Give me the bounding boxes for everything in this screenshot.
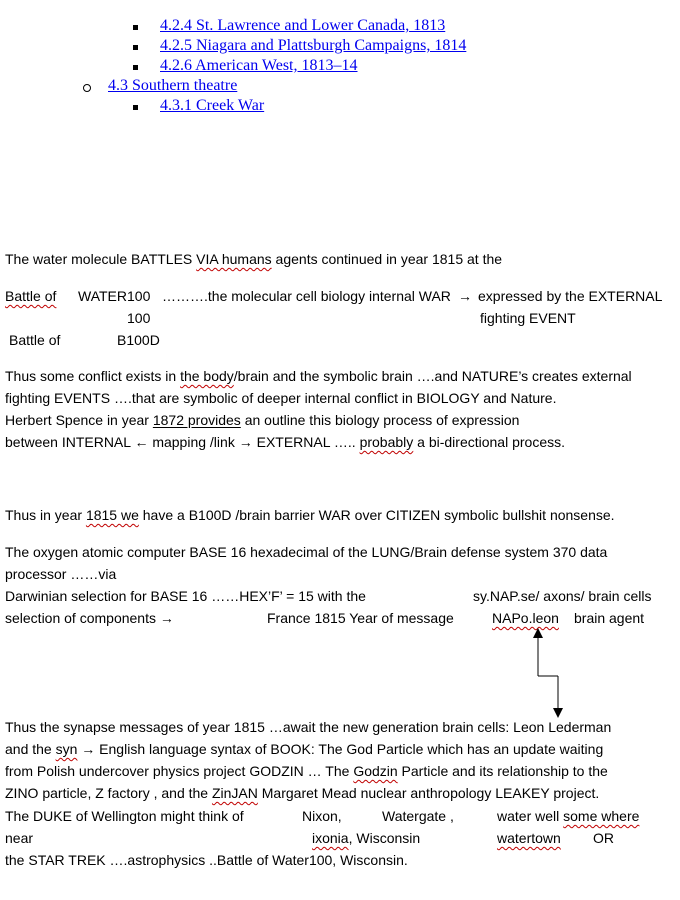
text-run: Nixon, [302, 808, 342, 824]
text-run: Margaret Mead nuclear anthropology LEAKEY project. [257, 785, 600, 801]
text-run: Thus some conflict exists in [5, 368, 181, 384]
square-bullet-icon [133, 105, 138, 110]
text-run: between INTERNAL [5, 434, 135, 450]
text-run: probably [359, 434, 414, 450]
text-run: water well [497, 808, 564, 824]
square-bullet-icon [133, 65, 138, 70]
text-run: Thus in year [5, 507, 86, 523]
text-run: English language syntax of BOOK: The God Particle which has an update waiting [95, 741, 604, 757]
text-run [312, 827, 420, 849]
text-line [5, 431, 565, 453]
arrow-left-icon: ← [134, 434, 149, 450]
text-run: 1815 we [85, 507, 139, 523]
text-run: The water molecule BATTLES [5, 251, 197, 267]
text-run: ZINO particle, Z factory , and the [5, 785, 212, 801]
text-line: The oxygen atomic computer BASE 16 hexadecimal of the LUNG/Brain defense system 370 data [5, 544, 608, 560]
text-run: ……….the molecular cell biology internal WAR [162, 288, 451, 304]
text-run [5, 607, 174, 629]
text-run: selection of components [5, 610, 160, 626]
text-line [5, 782, 599, 804]
text-line [5, 738, 603, 760]
text-run: syn [55, 741, 78, 757]
text-run: /brain and the symbolic brain ….and NATURE’s creates external [233, 368, 632, 384]
toc-link-4-2-4[interactable]: 4.2.4 St. Lawrence and Lower Canada, 1813 [160, 17, 446, 34]
text-run: VIA humans [196, 251, 272, 267]
text-run: OR [593, 830, 614, 846]
arrow-right-icon: → [238, 434, 253, 450]
text-run: EXTERNAL ….. [252, 434, 360, 450]
square-bullet-icon [133, 45, 138, 50]
text-run: Watergate , [382, 808, 454, 824]
text-line [5, 760, 608, 782]
text-run: mapping /link [148, 434, 239, 450]
text-run: from Polish undercover physics project GODZIN … The [5, 763, 354, 779]
text-run: fighting EVENT [480, 310, 576, 326]
text-run: WATER100 [78, 288, 151, 304]
paragraph-battles [5, 248, 502, 270]
text-run: Godzin [353, 763, 398, 779]
text-run: a bi-directional process. [413, 434, 566, 450]
text-run: The DUKE of Wellington might think of [5, 808, 244, 824]
paragraph-b100d-war [5, 504, 615, 526]
text-run: ixonia [312, 830, 349, 846]
text-run: near [5, 830, 34, 846]
text-run: B100D [117, 332, 160, 348]
toc-link-4-3[interactable]: 4.3 Southern theatre [108, 77, 238, 94]
text-run: some where [563, 808, 640, 824]
napoleon-text: NAPo.leon [492, 610, 559, 626]
text-run [497, 805, 639, 827]
text-line [5, 365, 632, 387]
arrow-right-icon: → [458, 288, 472, 304]
text-run: 1872 provides [152, 412, 241, 428]
toc-link-4-2-5[interactable]: 4.2.5 Niagara and Plattsburgh Campaigns, 1814 [160, 37, 467, 54]
text-run: an outline this biology process of expression [240, 412, 520, 428]
text-line: processor ……via [5, 566, 117, 582]
text-run: Battle of [5, 288, 57, 304]
text-run: France 1815 Year of message [267, 610, 454, 626]
circle-bullet-icon [83, 84, 91, 92]
text-line [5, 409, 519, 431]
text-run: , Wisconsin [348, 830, 421, 846]
text-run: 100 [127, 310, 151, 326]
text-run: expressed by the EXTERNAL [478, 288, 663, 304]
text-run: Herbert Spence in year [5, 412, 153, 428]
text-run: agents continued in year 1815 at the [271, 251, 503, 267]
text-run: brain agent [574, 610, 645, 626]
text-run: Battle of [9, 332, 61, 348]
text-run: the body [180, 368, 234, 384]
arrow-right-icon: → [159, 610, 174, 626]
text-run: and the [5, 741, 56, 757]
text-run: sy.NAP.se/ axons/ brain cells [473, 588, 652, 604]
connector-arrow-diagram [528, 626, 568, 720]
text-run: Darwinian selection for BASE 16 ……HEX’F’ = 15 with the [5, 588, 366, 604]
square-bullet-icon [133, 25, 138, 30]
text-run: watertown [497, 830, 561, 846]
text-run: Particle and its relationship to the [397, 763, 608, 779]
text-run: have a B100D /brain barrier WAR over CITIZEN symbolic bullshit nonsense. [138, 507, 615, 523]
text-line: Thus the synapse messages of year 1815 …await the new generation brain cells: Leon Lederman [5, 719, 612, 735]
arrow-right-icon: → [81, 741, 96, 757]
arrow-up-icon [533, 628, 543, 638]
toc-link-4-2-6[interactable]: 4.2.6 American West, 1813–14 [160, 57, 358, 74]
text-run: ZinJAN [211, 785, 258, 801]
text-line: the STAR TREK ….astrophysics ..Battle of Water100, Wisconsin. [5, 852, 408, 868]
text-line: fighting EVENTS ….that are symbolic of deeper internal conflict in BIOLOGY and Nature. [5, 390, 557, 406]
toc-link-4-3-1[interactable]: 4.3.1 Creek War [160, 97, 265, 114]
